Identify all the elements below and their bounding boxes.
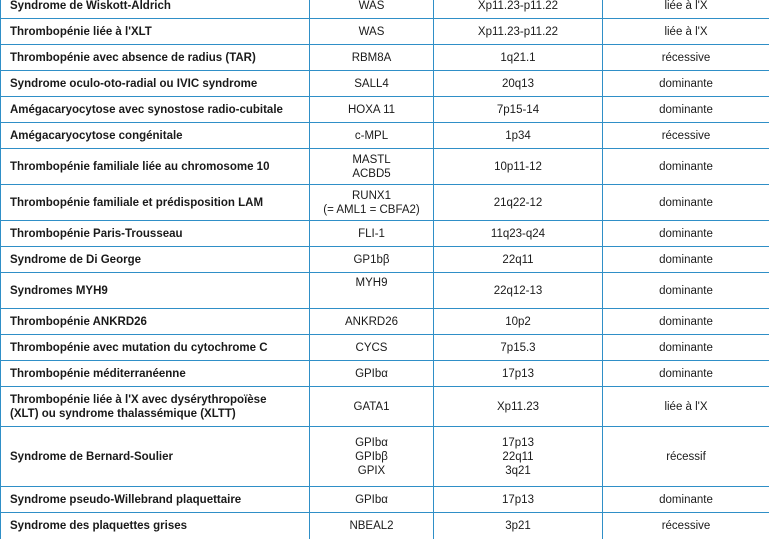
gene-name: WAS — [314, 0, 429, 13]
gene-name: GPIbα — [314, 493, 429, 507]
gene-name: GP1bβ — [314, 253, 429, 267]
syndrome-name: Amégacaryocytose avec synostose radio-cubitale — [10, 103, 305, 117]
locus-cell — [434, 0, 603, 19]
gene-name: FLI-1 — [314, 227, 429, 241]
gene-cell — [310, 123, 434, 149]
gene-cell — [310, 71, 434, 97]
transmission-cell: dominante — [603, 361, 769, 387]
syndrome-name: Thrombopénie avec mutation du cytochrome C — [10, 341, 305, 355]
table-row — [1, 97, 769, 123]
syndrome-name: Thrombopénie méditerranéenne — [10, 367, 305, 381]
locus-cell — [434, 487, 603, 513]
chromosome-locus: 7p15.3 — [438, 341, 598, 355]
syndrome-name: Syndrome pseudo-Willebrand plaquettaire — [10, 493, 305, 507]
transmission-cell: récessive — [603, 45, 769, 71]
syndrome-name-cell — [1, 309, 310, 335]
gene-name: WAS — [314, 25, 429, 39]
syndrome-name: Syndrome des plaquettes grises — [10, 519, 305, 533]
locus-cell — [434, 309, 603, 335]
gene-cell — [310, 387, 434, 427]
gene-name: NBEAL2 — [314, 519, 429, 533]
gene-name: GPIbα — [314, 436, 429, 450]
table-row — [1, 247, 769, 273]
syndrome-name-cell — [1, 123, 310, 149]
transmission-cell: dominante — [603, 487, 769, 513]
gene-cell — [310, 97, 434, 123]
syndrome-name-cell — [1, 513, 310, 539]
chromosome-locus: 3p21 — [438, 519, 598, 533]
transmission-cell: dominante — [603, 247, 769, 273]
locus-cell — [434, 123, 603, 149]
chromosome-locus: 11q23-q24 — [438, 227, 598, 241]
syndrome-name-cell — [1, 19, 310, 45]
chromosome-locus: 22q11 — [438, 450, 598, 464]
gene-cell — [310, 19, 434, 45]
syndrome-name-cell — [1, 185, 310, 221]
chromosome-locus: Xp11.23-p11.22 — [438, 0, 598, 13]
locus-cell — [434, 427, 603, 487]
gene-cell — [310, 335, 434, 361]
gene-cell — [310, 273, 434, 309]
gene-name: (= AML1 = CBFA2) — [314, 203, 429, 217]
transmission-cell: dominante — [603, 335, 769, 361]
gene-cell — [310, 0, 434, 19]
gene-name: CYCS — [314, 341, 429, 355]
chromosome-locus: Xp11.23-p11.22 — [438, 25, 598, 39]
table-row — [1, 361, 769, 387]
gene-name: GPIX — [314, 464, 429, 478]
table-row — [1, 123, 769, 149]
chromosome-locus: 22q12-13 — [438, 284, 598, 298]
chromosome-locus: 1p34 — [438, 129, 598, 143]
transmission-cell: dominante — [603, 185, 769, 221]
locus-cell — [434, 513, 603, 539]
syndrome-name-cell — [1, 97, 310, 123]
syndrome-name: Thrombopénie familiale et prédisposition LAM — [10, 196, 305, 210]
chromosome-locus: 22q11 — [438, 253, 598, 267]
syndrome-name: (XLT) ou syndrome thalassémique (XLTT) — [10, 407, 305, 421]
syndrome-name-cell — [1, 361, 310, 387]
gene-name: c-MPL — [314, 129, 429, 143]
gene-name: GPIbα — [314, 367, 429, 381]
table-row — [1, 487, 769, 513]
gene-cell — [310, 361, 434, 387]
locus-cell — [434, 221, 603, 247]
gene-name: ACBD5 — [314, 167, 429, 181]
syndrome-name: Thrombopénie liée à l'X avec dysérythropoïèse — [10, 393, 305, 407]
table-row — [1, 427, 769, 487]
gene-cell — [310, 487, 434, 513]
transmission-cell: dominante — [603, 273, 769, 309]
transmission-cell: récessif — [603, 427, 769, 487]
table-row — [1, 221, 769, 247]
chromosome-locus: 10p11-12 — [438, 160, 598, 174]
gene-name: RBM8A — [314, 51, 429, 65]
syndrome-name-cell — [1, 45, 310, 71]
locus-cell — [434, 361, 603, 387]
table-row — [1, 0, 769, 19]
transmission-cell: dominante — [603, 221, 769, 247]
gene-name: MYH9 — [314, 276, 429, 290]
syndrome-name-cell — [1, 221, 310, 247]
table-row — [1, 185, 769, 221]
chromosome-locus: 3q21 — [438, 464, 598, 478]
transmission-cell: liée à l'X — [603, 19, 769, 45]
syndrome-name-cell — [1, 71, 310, 97]
syndrome-name-cell — [1, 487, 310, 513]
chromosome-locus: 7p15-14 — [438, 103, 598, 117]
locus-cell — [434, 149, 603, 185]
syndrome-name-cell — [1, 387, 310, 427]
syndrome-name: Thrombopénie ANKRD26 — [10, 315, 305, 329]
syndrome-name: Syndrome oculo-oto-radial ou IVIC syndrome — [10, 77, 305, 91]
gene-name: GPIbβ — [314, 450, 429, 464]
chromosome-locus: 17p13 — [438, 367, 598, 381]
table-row — [1, 387, 769, 427]
gene-name: RUNX1 — [314, 189, 429, 203]
transmission-cell: dominante — [603, 71, 769, 97]
syndrome-name-cell — [1, 149, 310, 185]
gene-cell — [310, 247, 434, 273]
table-row — [1, 71, 769, 97]
syndrome-name: Syndrome de Wiskott-Aldrich — [10, 0, 305, 13]
transmission-cell: récessive — [603, 513, 769, 539]
syndrome-name: Syndrome de Di George — [10, 253, 305, 267]
gene-cell — [310, 45, 434, 71]
locus-cell — [434, 273, 603, 309]
gene-name: MASTL — [314, 153, 429, 167]
locus-cell — [434, 185, 603, 221]
table-row — [1, 273, 769, 309]
gene-name: ANKRD26 — [314, 315, 429, 329]
table-row — [1, 45, 769, 71]
syndrome-name-cell — [1, 273, 310, 309]
transmission-cell: liée à l'X — [603, 0, 769, 19]
locus-cell — [434, 387, 603, 427]
syndrome-name: Thrombopénie familiale liée au chromosome 10 — [10, 160, 305, 174]
chromosome-locus: 17p13 — [438, 493, 598, 507]
transmission-cell: liée à l'X — [603, 387, 769, 427]
gene-cell — [310, 309, 434, 335]
locus-cell — [434, 45, 603, 71]
transmission-cell: récessive — [603, 123, 769, 149]
locus-cell — [434, 71, 603, 97]
gene-cell — [310, 513, 434, 539]
syndrome-name-cell — [1, 247, 310, 273]
table-row — [1, 149, 769, 185]
gene-name: SALL4 — [314, 77, 429, 91]
locus-cell — [434, 335, 603, 361]
transmission-cell: dominante — [603, 149, 769, 185]
syndrome-name-cell — [1, 335, 310, 361]
table-row — [1, 309, 769, 335]
transmission-cell: dominante — [603, 309, 769, 335]
syndrome-name: Thrombopénie avec absence de radius (TAR) — [10, 51, 305, 65]
gene-name: HOXA 11 — [314, 103, 429, 117]
chromosome-locus: 1q21.1 — [438, 51, 598, 65]
gene-name: GATA1 — [314, 400, 429, 414]
gene-cell — [310, 427, 434, 487]
locus-cell — [434, 97, 603, 123]
gene-cell — [310, 185, 434, 221]
table-row — [1, 19, 769, 45]
gene-cell — [310, 221, 434, 247]
chromosome-locus: 17p13 — [438, 436, 598, 450]
table-row — [1, 513, 769, 539]
transmission-cell: dominante — [603, 97, 769, 123]
locus-cell — [434, 19, 603, 45]
chromosome-locus: Xp11.23 — [438, 400, 598, 414]
chromosome-locus: 20q13 — [438, 77, 598, 91]
syndrome-name-cell — [1, 0, 310, 19]
chromosome-locus: 21q22-12 — [438, 196, 598, 210]
syndrome-name-cell — [1, 427, 310, 487]
chromosome-locus: 10p2 — [438, 315, 598, 329]
syndrome-name: Thrombopénie liée à l'XLT — [10, 25, 305, 39]
syndrome-name: Syndrome de Bernard-Soulier — [10, 450, 305, 464]
syndrome-name: Syndromes MYH9 — [10, 284, 305, 298]
syndrome-name: Amégacaryocytose congénitale — [10, 129, 305, 143]
syndrome-name: Thrombopénie Paris-Trousseau — [10, 227, 305, 241]
locus-cell — [434, 247, 603, 273]
gene-cell — [310, 149, 434, 185]
table-row — [1, 335, 769, 361]
